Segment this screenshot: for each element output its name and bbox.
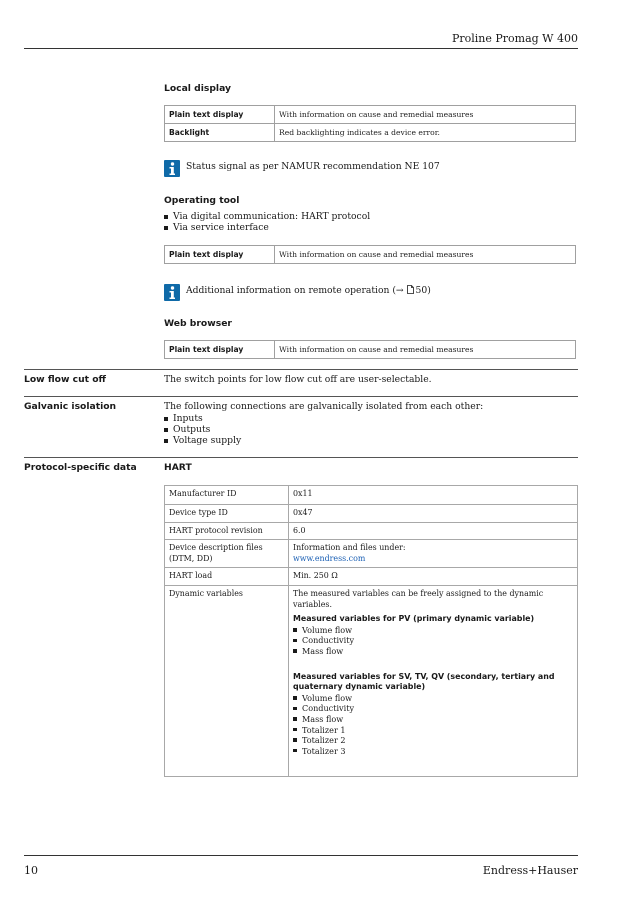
hart-table [164, 485, 578, 777]
table-value: Min. 250 Ω [289, 568, 578, 586]
table-value: 6.0 [289, 522, 578, 540]
page-number: 10 [24, 864, 38, 877]
web-browser-table [164, 340, 576, 359]
table-row [165, 585, 578, 776]
protocol-label: Protocol-specific data [24, 462, 137, 473]
section-divider [24, 457, 578, 458]
list-item: Via service interface [164, 222, 370, 233]
table-key: Device description files (DTM, DD) [165, 540, 289, 568]
table-value: With information on cause and remedial measures [275, 106, 576, 124]
table-row [165, 505, 578, 523]
list-item: Outputs [164, 424, 241, 435]
table-value: With information on cause and remedial measures [275, 341, 576, 359]
hart-heading: HART [164, 462, 192, 473]
low-flow-text: The switch points for low flow cut off are user-selectable. [164, 374, 432, 385]
list-item: Conductivity [293, 703, 573, 714]
list-item: Volume flow [293, 625, 573, 636]
dynamic-variables-text: The measured variables can be freely assigned to the dynamic variables. [293, 588, 544, 609]
dd-files-text: Information and files under: [293, 543, 406, 553]
note-text [186, 285, 431, 296]
pv-list [293, 625, 573, 657]
table-key: Device type ID [165, 505, 289, 523]
info-icon [164, 160, 180, 177]
table-row [165, 486, 578, 505]
table-value [289, 540, 578, 568]
endress-website-link[interactable]: www.endress.com [293, 553, 366, 563]
table-row [165, 522, 578, 540]
galvanic-text: The following connections are galvanically isolated from each other: [164, 401, 484, 412]
table-row [165, 124, 576, 142]
table-key: Plain text display [165, 246, 275, 264]
table-key: Manufacturer ID [165, 486, 289, 505]
local-display-heading: Local display [164, 83, 231, 94]
list-item: Volume flow [293, 693, 573, 704]
list-item: Voltage supply [164, 435, 241, 446]
list-item: Mass flow [293, 646, 573, 657]
table-key: Plain text display [165, 341, 275, 359]
section-divider [24, 369, 578, 370]
table-row [165, 568, 578, 586]
page-reference-icon [407, 285, 414, 294]
local-display-table [164, 105, 576, 142]
table-value: Red backlighting indicates a device error. [275, 124, 576, 142]
pv-heading: Measured variables for PV (primary dynamic variable) [293, 614, 535, 624]
note-prefix: Additional information on remote operation (→ [186, 285, 407, 296]
list-item: Inputs [164, 413, 241, 424]
list-item: Totalizer 2 [293, 735, 573, 746]
list-item: Totalizer 1 [293, 725, 573, 736]
note-suffix: ) [427, 285, 431, 296]
table-value [289, 585, 578, 776]
table-key: HART protocol revision [165, 522, 289, 540]
note-text: Status signal as per NAMUR recommendation NE 107 [186, 161, 440, 172]
operating-tool-table [164, 245, 576, 264]
section-divider [24, 396, 578, 397]
table-row [165, 540, 578, 568]
page-header [24, 30, 578, 49]
galvanic-list [164, 413, 241, 446]
table-value: With information on cause and remedial measures [275, 246, 576, 264]
table-row [165, 341, 576, 359]
sv-list [293, 693, 573, 757]
page-footer [24, 855, 578, 877]
list-item: Conductivity [293, 635, 573, 646]
web-browser-heading: Web browser [164, 318, 232, 329]
operating-tool-heading: Operating tool [164, 195, 240, 206]
info-icon [164, 284, 180, 301]
page-50-link[interactable]: 50 [415, 285, 428, 296]
table-row [165, 246, 576, 264]
table-value: 0x11 [289, 486, 578, 505]
document-title: Proline Promag W 400 [451, 32, 578, 45]
list-item: Totalizer 3 [293, 746, 573, 757]
table-row [165, 106, 576, 124]
low-flow-label: Low flow cut off [24, 374, 106, 385]
table-key: HART load [165, 568, 289, 586]
galvanic-label: Galvanic isolation [24, 401, 117, 412]
table-key: Backlight [165, 124, 275, 142]
list-item: Via digital communication: HART protocol [164, 211, 370, 222]
operating-tool-list [164, 211, 370, 233]
company-name: Endress+Hauser [482, 864, 578, 877]
sv-heading: Measured variables for SV, TV, QV (secondary, tertiary and quaternary dynamic variable) [293, 671, 555, 692]
table-key: Dynamic variables [165, 585, 289, 776]
table-key: Plain text display [165, 106, 275, 124]
list-item: Mass flow [293, 714, 573, 725]
table-value: 0x47 [289, 505, 578, 523]
